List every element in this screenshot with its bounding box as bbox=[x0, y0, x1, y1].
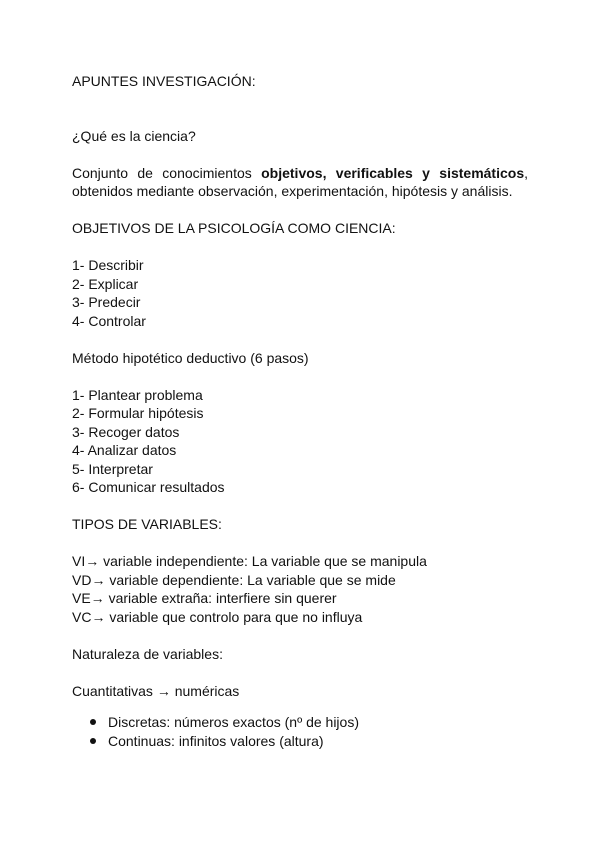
method-step: 1- Plantear problema bbox=[72, 386, 203, 403]
objective-item: 3- Predecir bbox=[72, 294, 141, 310]
variable-item: VD→ variable dependiente: La variable que se mide bbox=[72, 571, 396, 588]
definition-post: , obtenidos mediante observación, experimentación, hipótesis y análisis. bbox=[72, 164, 528, 199]
objectives-title: OBJETIVOS DE LA PSICOLOGÍA COMO CIENCIA: bbox=[72, 220, 396, 236]
spacer bbox=[72, 330, 528, 349]
definition-bold: objetivos, verificables y sistemáticos bbox=[261, 164, 525, 181]
spacer bbox=[72, 663, 528, 682]
objective-item: 4- Controlar bbox=[72, 312, 146, 329]
method-step: 5- Interpretar bbox=[72, 460, 153, 477]
method-step: 4- Analizar datos bbox=[72, 442, 177, 458]
variable-item: VE→ variable extraña: interfiere sin querer bbox=[72, 590, 337, 606]
spacer bbox=[72, 238, 528, 257]
bullet-item: Continuas: infinitos valores (altura) bbox=[90, 732, 528, 751]
definition-pre: Conjunto de conocimientos bbox=[72, 164, 262, 181]
spacer bbox=[72, 534, 528, 553]
method-step: 6- Comunicar resultados bbox=[72, 479, 225, 495]
variables-title: TIPOS DE VARIABLES: bbox=[72, 516, 222, 532]
document-heading: APUNTES INVESTIGACIÓN: bbox=[72, 73, 256, 89]
quantitative-line: Cuantitativas → numéricas bbox=[72, 682, 240, 699]
question-text: ¿Qué es la ciencia? bbox=[72, 127, 196, 144]
definition-paragraph bbox=[72, 164, 528, 201]
method-step: 2- Formular hipótesis bbox=[72, 405, 204, 421]
nature-title: Naturaleza de variables: bbox=[72, 645, 223, 662]
objective-item: 2- Explicar bbox=[72, 275, 139, 292]
bullet-item: Discretas: números exactos (nº de hijos) bbox=[90, 713, 528, 732]
spacer bbox=[72, 367, 528, 386]
quantitative-bullet-list bbox=[72, 713, 528, 750]
spacer bbox=[72, 145, 528, 164]
spacer bbox=[72, 201, 528, 220]
method-title: Método hipotético deductivo (6 pasos) bbox=[72, 349, 309, 366]
variable-item: VI→ variable independiente: La variable que se manipula bbox=[72, 553, 427, 569]
variable-item: VC→ variable que controlo para que no influya bbox=[72, 608, 363, 625]
objective-item: 1- Describir bbox=[72, 257, 144, 273]
method-step: 3- Recoger datos bbox=[72, 423, 180, 440]
spacer bbox=[72, 626, 528, 645]
spacer bbox=[72, 497, 528, 516]
